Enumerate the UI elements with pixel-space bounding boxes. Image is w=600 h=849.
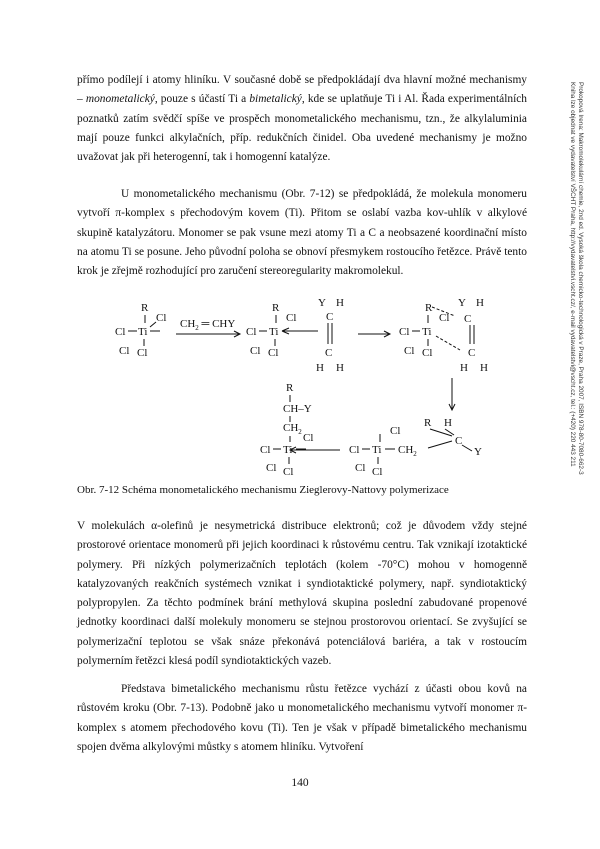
paragraph-4: Představa bimetalického mechanismu růstu řetězce vychází z účasti obou kovů na růstovém kroku (Obr. 7-13). Podobně jako u monometalického mechanismu vytvoří monomer π-komplex s atomem přechodového kovu (Ti). Ten je však v případě bimetalického mechanismu spojen dvěma alkylovými můstky s atomem hliníku. Vytvoření	[77, 683, 527, 753]
reagent-sub: 2	[195, 324, 199, 332]
term-bimetallic: bimetalický	[249, 93, 302, 106]
arrow-2	[358, 331, 390, 337]
paragraph-2: U monometalického mechanismu (Obr. 7-12) se předpokládá, že molekula monomeru vytvoří π-komplex s přechodovým kovem (Ti). Přitom se oslabí vazba kov-uhlík v alkylové skupině katalyzátoru. Monomer se pak vsune mezi atomy Ti a C a neobsazené koordinační místo na atomu Ti se posune. Jeho původní poloha se obnoví přesmykem rostoucího řetězce. Právě tento krok je zřejmě rozhodující pro zaručení stereoregularity makromolekul.	[77, 188, 527, 278]
s1-R: R	[141, 302, 149, 314]
s2-C-top: C	[326, 311, 334, 323]
structure-1	[115, 302, 166, 359]
s2-Y: Y	[318, 297, 326, 309]
s5-Cl-bottom: Cl	[283, 466, 294, 478]
s4-Cl-left: Cl	[349, 444, 360, 456]
paragraph-1	[77, 71, 527, 167]
s4-CH: CH	[398, 444, 414, 456]
s2-H-top: H	[336, 297, 344, 309]
s3-C-top: C	[464, 313, 472, 325]
s1-Cl-bottom: Cl	[137, 347, 148, 359]
para1-text-c: , kde se uplatňuje Ti i Al. Řada experimentálních poznatků zatím svědčí spíše ve prospěch monometalického mechanismu, tzn., že alkylaluminia mají pouze funkci alkylačních, příp. redukčních činidel. Oba uvedené mechanismy je možno uvažovat jak při heterogenní, tak i homogenní katalýze.	[77, 93, 527, 164]
s3-Y: Y	[458, 297, 466, 309]
s3-H-top: H	[476, 297, 484, 309]
arrow-left	[290, 447, 340, 453]
s3-Cl-left: Cl	[399, 326, 410, 338]
reaction-scheme	[100, 294, 520, 484]
reagent-eq: ═	[198, 318, 213, 330]
s4-C: C	[455, 435, 463, 447]
s2-Ti: Ti	[269, 326, 279, 338]
structure-5	[260, 382, 313, 478]
s4-Cl-bottom: Cl	[372, 466, 383, 478]
reagent-ch: CH	[180, 318, 196, 330]
s2-Cl-bottom: Cl	[268, 347, 279, 359]
svg-text:CH2	[283, 422, 302, 436]
s5-CH: CH	[283, 422, 299, 434]
s2-H-br: H	[336, 362, 344, 374]
s5-Ti: Ti	[283, 444, 293, 456]
s5-Cl-left: Cl	[260, 444, 271, 456]
s2-R: R	[272, 302, 280, 314]
s3-Ti: Ti	[422, 326, 432, 338]
s3-Cl-top: Cl	[439, 312, 450, 324]
arrow-down	[449, 378, 455, 410]
publication-side-note	[568, 82, 584, 602]
structure-2	[246, 297, 344, 374]
s5-CH-Y: CH–Y	[283, 403, 312, 415]
s3-Cl-bl: Cl	[404, 345, 415, 357]
side-note-line-2: Kniha lze objednat ve vydavatelství VŠCHT Praha, http://vydavatelstvi.vscht.cz/, e-mail vydavatelstvi@vscht.cz, tel.: (+420) 220 443 211	[568, 82, 576, 467]
term-monometallic: monometalický	[85, 93, 155, 106]
s3-Cl-bottom: Cl	[422, 347, 433, 359]
s2-Cl-bl: Cl	[250, 345, 261, 357]
s1-Cl-bl: Cl	[119, 345, 130, 357]
s2-C-bottom: C	[325, 347, 333, 359]
svg-text:CH2 ═ CHY	[180, 318, 235, 332]
s2-Cl-left: Cl	[246, 326, 257, 338]
para1-text-a: přímo podílejí i atomy hliníku. V současné době se předpokládají dva hlavní možné mechanismy –	[77, 74, 527, 106]
s4-CH2-sub: 2	[413, 450, 417, 458]
page-number: 140	[291, 777, 309, 789]
s3-H-br: H	[480, 362, 488, 374]
s2-H-bl: H	[316, 362, 324, 374]
s4-Cl-top: Cl	[390, 425, 401, 437]
s3-R: R	[425, 302, 433, 314]
structure-4	[349, 417, 482, 478]
s1-Cl-top: Cl	[156, 312, 167, 324]
s2-Cl-top: Cl	[286, 312, 297, 324]
reagent-arrow	[176, 318, 240, 337]
s5-R: R	[286, 382, 294, 394]
para1-text-b: , pouze s účastí Ti a	[154, 93, 250, 106]
s5-Cl-top: Cl	[303, 432, 314, 444]
paragraph-3: V molekulách α-olefinů je nesymetrická distribuce elektronů; což je důvodem vždy stejné prostorové orientace monomerů při jejich koordinaci k růstovému centru. Tak vznikají izotaktické polymery. Při nízkých polymerizačních teplotách (kolem -70°C) mohou v homogenně katalyzovaných reakčních systémech vznikat i syndiotaktické polymery, např. syndiotaktický polypropylen. Za těchto podmínek brání methylová skupina poslední zabudované propenové jednotky koordinaci další molekuly monomeru se stejnou prostorovou orientací. Se zvyšující se polymerizační teplotou se však snáze překonává potenciálová bariéra, a tak v rostoucím polymerním řetězci klesá podíl syndiotaktických vazeb.	[77, 520, 527, 668]
s5-CH2-sub: 2	[298, 428, 302, 436]
s3-C-bottom: C	[468, 347, 476, 359]
s4-Y: Y	[474, 446, 482, 458]
figure-caption: Obr. 7-12 Schéma monometalického mechanismu Zieglerovy-Nattovy polymerizace	[77, 484, 449, 496]
s3-H-bl: H	[460, 362, 468, 374]
s4-H: H	[444, 417, 452, 429]
reagent-chy: CHY	[212, 318, 236, 330]
s1-Cl-left: Cl	[115, 326, 126, 338]
side-note-line-1: Prokopová Irena: Makromolekulární chemie, 2nd ed. Vysoká škola chemicko-technologická v Praze, Praha 2007, ISBN 978-80-7080-662-3	[577, 82, 584, 475]
svg-text:CH2	[398, 444, 417, 458]
s5-Cl-bl: Cl	[266, 462, 277, 474]
s4-Cl-bl: Cl	[355, 462, 366, 474]
s1-Ti: Ti	[138, 326, 148, 338]
structure-3	[399, 297, 488, 374]
s4-R: R	[424, 417, 432, 429]
s4-Ti: Ti	[372, 444, 382, 456]
